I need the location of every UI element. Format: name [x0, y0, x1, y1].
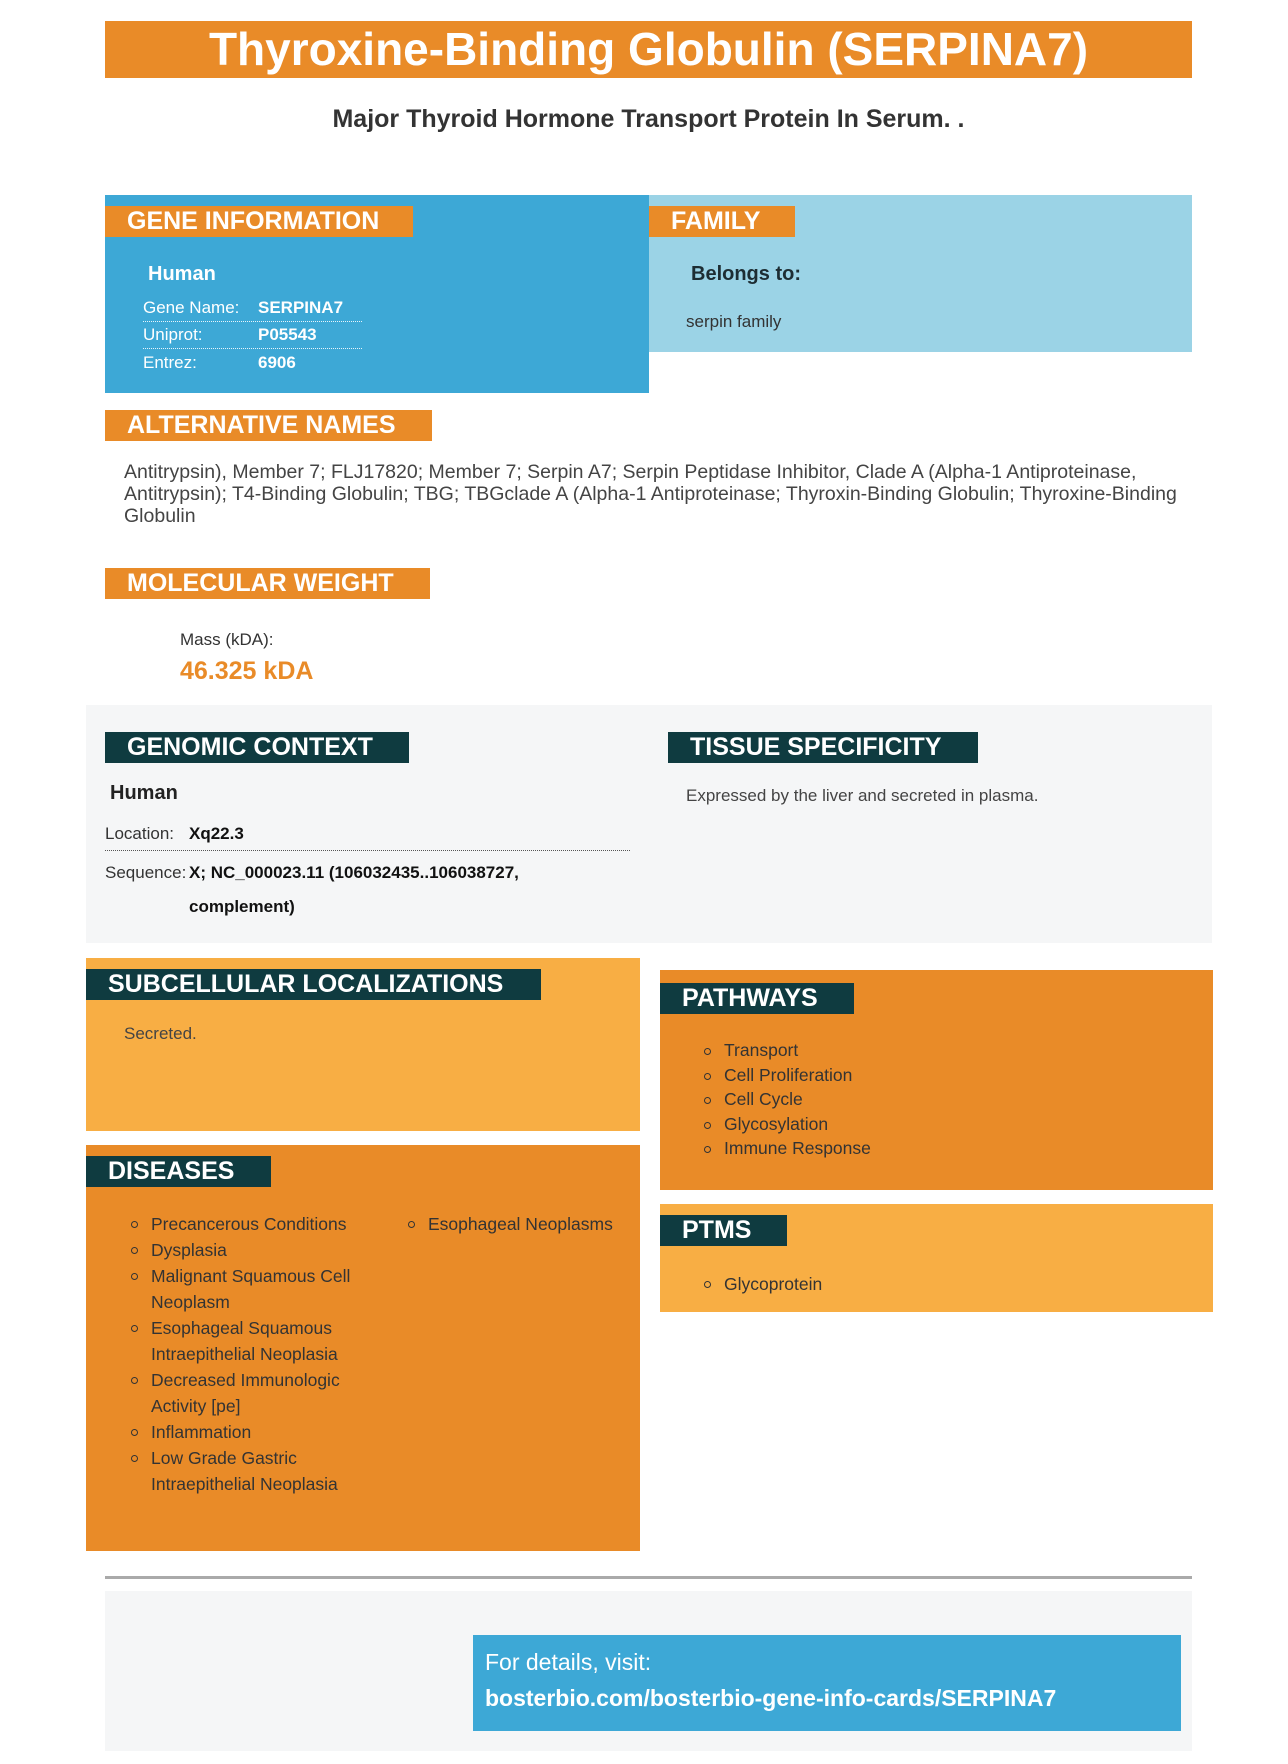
disease-item: Decreased Immunologic Activity [pe]: [129, 1367, 351, 1419]
entrez-label: Entrez:: [143, 353, 197, 372]
footer-divider: [105, 1576, 1192, 1579]
diseases-list-col1: [129, 1211, 351, 1497]
tissue-specificity-text: Expressed by the liver and secreted in plasma.: [686, 786, 1039, 805]
disease-item: Esophageal Squamous Intraepithelial Neoplasia: [129, 1315, 351, 1367]
family-value: serpin family: [686, 312, 782, 331]
details-link[interactable]: [473, 1635, 1181, 1731]
sequence-label: Sequence:: [105, 863, 187, 882]
alternative-names-text: Antitrypsin), Member 7; FLJ17820; Member 7; Serpin A7; Serpin Peptidase Inhibitor, Clade A (Alpha-1 Antiproteinase, Antitrypsin); T4-Binding Globulin; TBG; TBGclade A (Alpha-1 Antiproteinase; Thyroxin-Binding Globulin; Thyroxine-Binding Globulin: [124, 461, 1177, 527]
diseases-panel: [86, 1145, 640, 1551]
mass-label: Mass (kDA):: [180, 630, 274, 649]
ptm-item: Glycoprotein: [702, 1271, 1102, 1297]
gene-name-value: SERPINA7: [258, 298, 344, 317]
tissue-specificity-heading: TISSUE SPECIFICITY: [668, 732, 978, 763]
molecular-weight-heading: MOLECULAR WEIGHT: [105, 568, 430, 599]
disease-item: Precancerous Conditions: [129, 1211, 351, 1237]
pathway-item: Cell Proliferation: [702, 1063, 1102, 1088]
details-url[interactable]: bosterbio.com/bosterbio-gene-info-cards/SERPINA7: [485, 1685, 1057, 1711]
belongs-to-label: Belongs to:: [691, 263, 801, 285]
uniprot-value[interactable]: P05543: [258, 325, 317, 344]
page-title: Thyroxine-Binding Globulin (SERPINA7): [105, 21, 1192, 78]
location-row: [105, 820, 630, 851]
sequence-value-line2: complement): [189, 897, 295, 916]
gene-name-label: Gene Name:: [143, 298, 240, 317]
pathway-item: Glycosylation: [702, 1112, 1102, 1137]
mass-value: 46.325 kDA: [180, 657, 314, 685]
disease-item: Dysplasia: [129, 1237, 351, 1263]
disease-item: Low Grade Gastric Intraepithelial Neoplasia: [129, 1445, 351, 1497]
diseases-heading: DISEASES: [86, 1156, 271, 1187]
ptms-heading: PTMS: [660, 1215, 787, 1246]
entrez-row: [143, 350, 362, 376]
sequence-value-line1: X; NC_000023.11 (106032435..106038727,: [189, 863, 519, 882]
disease-item: Malignant Squamous Cell Neoplasm: [129, 1263, 351, 1315]
gene-information-heading: GENE INFORMATION: [105, 206, 413, 237]
subcellular-heading: SUBCELLULAR LOCALIZATIONS: [86, 969, 541, 1000]
ptms-list: [702, 1271, 1102, 1297]
page-subtitle: Major Thyroid Hormone Transport Protein In Serum. .: [332, 105, 965, 133]
disease-item: Inflammation: [129, 1419, 351, 1445]
pathway-item: Transport: [702, 1038, 1102, 1063]
pathways-list: [702, 1038, 1102, 1161]
pathways-panel: [660, 970, 1213, 1190]
alternative-names-heading: ALTERNATIVE NAMES: [105, 410, 432, 441]
gene-information-panel: [105, 195, 649, 393]
sequence-row: [105, 856, 519, 890]
location-value: Xq22.3: [189, 824, 244, 843]
subcellular-text: Secreted.: [124, 1024, 197, 1043]
subcellular-panel: [86, 958, 640, 1131]
gene-species: Human: [148, 263, 216, 285]
gene-name-row: [143, 295, 362, 322]
ptms-panel: [660, 1204, 1213, 1312]
disease-item: Esophageal Neoplasms: [406, 1211, 631, 1237]
pathway-item: Immune Response: [702, 1136, 1102, 1161]
location-label: Location:: [105, 824, 174, 843]
uniprot-row: [143, 322, 362, 349]
details-label: For details, visit:: [485, 1649, 652, 1675]
pathways-heading: PATHWAYS: [660, 983, 854, 1014]
pathway-item: Cell Cycle: [702, 1087, 1102, 1112]
uniprot-label: Uniprot:: [143, 325, 203, 344]
entrez-value[interactable]: 6906: [258, 353, 296, 372]
family-heading: FAMILY: [649, 206, 795, 237]
diseases-list-col2: [406, 1211, 631, 1237]
genomic-context-heading: GENOMIC CONTEXT: [105, 732, 409, 763]
genomic-species: Human: [110, 782, 178, 804]
family-panel: [649, 195, 1192, 352]
